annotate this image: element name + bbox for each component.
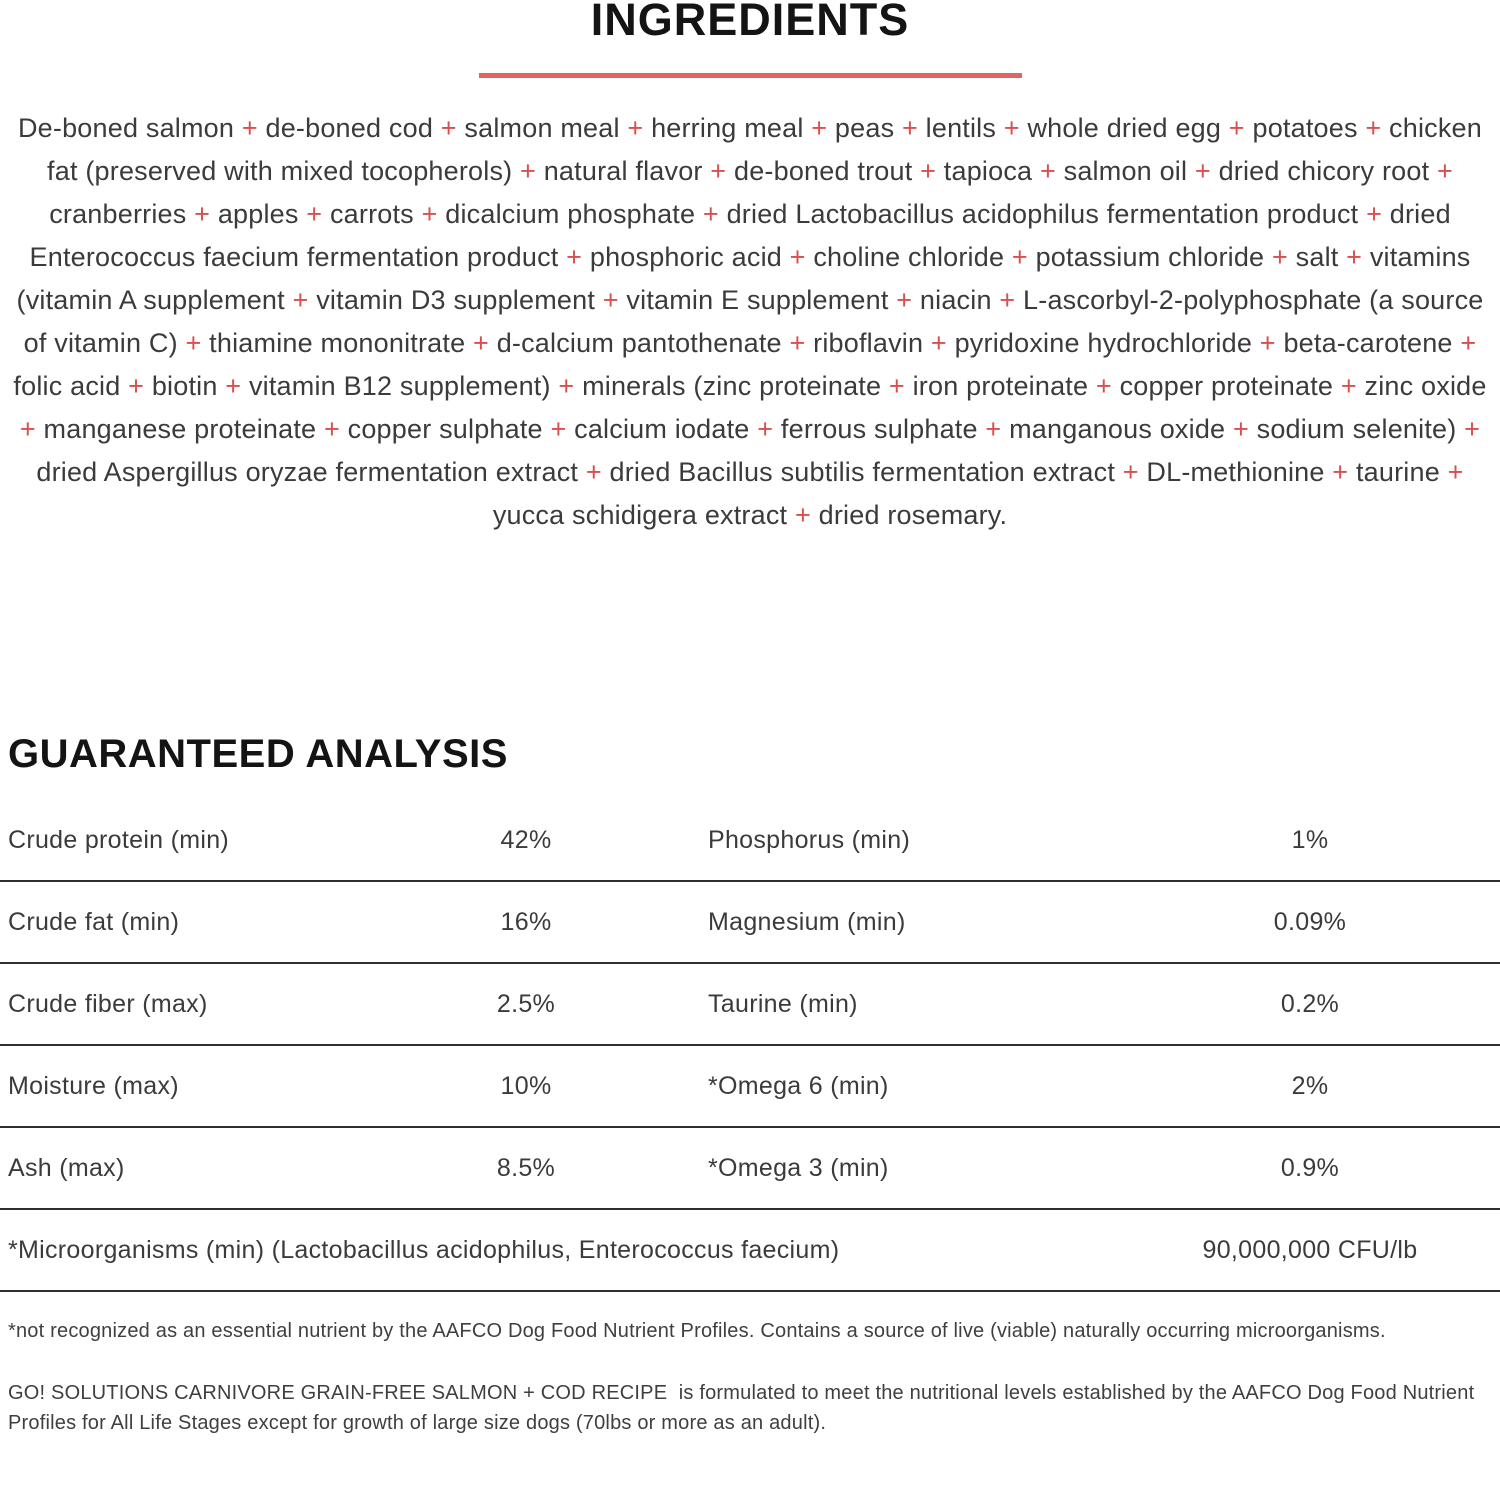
ingredient-item: tapioca [943, 156, 1033, 186]
ingredient-item: salmon meal [464, 113, 620, 143]
nutrient-label: *Microorganisms (min) (Lactobacillus acidophilus, Enterococcus faecium) [8, 1235, 840, 1264]
analysis-row [0, 800, 1500, 882]
ingredient-item: de-boned cod [265, 113, 434, 143]
ingredient-item: chicken fat (preserved with mixed tocopherols) [47, 113, 1482, 186]
ingredient-item: iron proteinate [912, 371, 1089, 401]
ingredient-item: potassium chloride [1035, 242, 1265, 272]
ingredient-item: beta-carotene [1283, 328, 1453, 358]
ingredient-item: potatoes [1252, 113, 1358, 143]
plus-separator-icon: + [1324, 457, 1356, 487]
ingredient-item: apples [217, 199, 299, 229]
footnote-formulation: GO! SOLUTIONS CARNIVORE GRAIN-FREE SALMON + COD RECIPE is formulated to meet the nutritional levels established by the AAFCO Dog Food Nutrient Profiles for All Life Stages except for growth of large size dogs (70lbs or more as an adult). [8, 1382, 1481, 1434]
plus-separator-icon: + [977, 414, 1010, 444]
ingredient-item: dried chicory root [1218, 156, 1430, 186]
nutrient-value: 0.9% [1280, 1153, 1340, 1182]
ingredient-item: DL-methionine [1146, 457, 1325, 487]
analysis-row [0, 1046, 1500, 1128]
nutrient-label: Moisture (max) [8, 1071, 179, 1100]
plus-separator-icon: + [1357, 113, 1390, 143]
ingredient-item: taurine [1355, 457, 1440, 487]
ingredient-item: riboflavin [813, 328, 924, 358]
plus-separator-icon: + [120, 371, 152, 401]
plus-separator-icon: + [803, 113, 835, 143]
ingredient-item: L-ascorbyl-2-polyphosphate (a source of vitamin C) [23, 285, 1484, 358]
nutrient-label: Crude fiber (max) [8, 989, 208, 1018]
analysis-row [0, 964, 1500, 1046]
ingredient-item: minerals (zinc proteinate [582, 371, 882, 401]
plus-separator-icon: + [1338, 242, 1370, 272]
nutrient-label: Phosphorus (min) [708, 825, 911, 854]
plus-separator-icon: + [888, 285, 920, 315]
plus-separator-icon: + [912, 156, 944, 186]
ingredient-item: niacin [919, 285, 992, 315]
ingredient-item: cranberries [49, 199, 187, 229]
plus-separator-icon: + [996, 113, 1028, 143]
analysis-row [0, 882, 1500, 964]
ingredient-item: d-calcium pantothenate [496, 328, 782, 358]
nutrient-label: Magnesium (min) [708, 907, 906, 936]
ingredient-item: vitamin B12 supplement) [248, 371, 551, 401]
nutrient-label: *Omega 3 (min) [708, 1153, 889, 1182]
ingredient-item: dicalcium phosphate [445, 199, 696, 229]
plus-separator-icon: + [1187, 156, 1219, 186]
plus-separator-icon: + [316, 414, 348, 444]
plus-separator-icon: + [1452, 328, 1477, 358]
plus-separator-icon: + [578, 457, 610, 487]
plus-separator-icon: + [1115, 457, 1147, 487]
ingredient-item: carrots [329, 199, 414, 229]
nutrient-value: 0.09% [1273, 907, 1347, 936]
ingredient-item: zinc oxide [1364, 371, 1487, 401]
nutrient-label: Crude fat (min) [8, 907, 180, 936]
plus-separator-icon: + [1439, 457, 1464, 487]
nutrient-value: 2.5% [496, 989, 556, 1018]
plus-separator-icon: + [702, 156, 734, 186]
analysis-row-microorganisms [0, 1210, 1500, 1292]
ingredient-item: dried rosemary [818, 500, 1000, 530]
ingredient-item: phosphoric acid [589, 242, 782, 272]
plus-separator-icon: + [558, 242, 590, 272]
ingredient-item: lentils [925, 113, 997, 143]
plus-separator-icon: + [619, 113, 652, 143]
ingredient-item: dried Bacillus subtilis fermentation extract [609, 457, 1116, 487]
ingredient-item: sodium selenite) [1256, 414, 1457, 444]
plus-separator-icon: + [550, 371, 583, 401]
plus-separator-icon: + [465, 328, 497, 358]
plus-separator-icon: + [512, 156, 544, 186]
nutrient-label: Crude protein (min) [8, 825, 230, 854]
ingredient-item: vitamin D3 supplement [316, 285, 596, 315]
plus-separator-icon: + [1358, 199, 1390, 229]
ingredient-item: vitamin E supplement [626, 285, 889, 315]
plus-separator-icon: + [781, 242, 814, 272]
plus-separator-icon: + [1088, 371, 1120, 401]
nutrient-label: *Omega 6 (min) [708, 1071, 889, 1100]
ingredient-item: dried Lactobacillus acidophilus fermentation product [726, 199, 1359, 229]
ingredients-title: INGREDIENTS [590, 0, 910, 45]
ingredient-item: pyridoxine hydrochloride [954, 328, 1253, 358]
plus-separator-icon: + [413, 199, 446, 229]
plus-separator-icon: + [542, 414, 575, 444]
nutrient-value: 2% [1291, 1071, 1329, 1100]
ingredient-item: calcium iodate [574, 414, 750, 444]
plus-separator-icon: + [1004, 242, 1036, 272]
plus-separator-icon: + [234, 113, 266, 143]
ingredient-item: de-boned trout [733, 156, 913, 186]
ingredient-item: salmon oil [1063, 156, 1188, 186]
nutrient-label: Ash (max) [8, 1153, 125, 1182]
ingredient-item: salt [1295, 242, 1339, 272]
plus-separator-icon: + [433, 113, 465, 143]
plus-separator-icon: + [781, 328, 814, 358]
ingredient-item: peas [834, 113, 895, 143]
plus-separator-icon: + [177, 328, 210, 358]
ingredients-paragraph [0, 107, 1500, 537]
ingredient-item: thiamine mononitrate [209, 328, 466, 358]
nutrient-value: 8.5% [496, 1153, 556, 1182]
nutrient-value: 16% [500, 907, 552, 936]
guaranteed-analysis-title: GUARANTEED ANALYSIS [8, 732, 508, 776]
plus-separator-icon: + [1264, 242, 1296, 272]
ingredient-item: dried Aspergillus oryzae fermentation extract [36, 457, 579, 487]
plus-separator-icon: + [1032, 156, 1064, 186]
ingredient-item: choline chloride [813, 242, 1005, 272]
ingredient-item: copper proteinate [1119, 371, 1334, 401]
ingredients-terminal: . [999, 500, 1008, 530]
ingredient-item: manganous oxide [1009, 414, 1226, 444]
plus-separator-icon: + [923, 328, 955, 358]
plus-separator-icon: + [1225, 414, 1257, 444]
ingredient-item: yucca schidigera extract [492, 500, 788, 530]
nutrient-value: 1% [1291, 825, 1329, 854]
plus-separator-icon: + [1429, 156, 1453, 186]
plus-separator-icon: + [186, 199, 218, 229]
ingredient-item: manganese proteinate [43, 414, 317, 444]
ingredient-item: vitamins (vitamin A supplement [16, 242, 1471, 315]
plus-separator-icon: + [749, 414, 781, 444]
plus-separator-icon: + [1333, 371, 1365, 401]
plus-separator-icon: + [1252, 328, 1284, 358]
ingredient-item: copper sulphate [347, 414, 543, 444]
plus-separator-icon: + [894, 113, 926, 143]
plus-separator-icon: + [1456, 414, 1481, 444]
ingredient-item: whole dried egg [1027, 113, 1222, 143]
ingredient-item: natural flavor [543, 156, 703, 186]
plus-separator-icon: + [881, 371, 913, 401]
plus-separator-icon: + [595, 285, 627, 315]
plus-separator-icon: + [298, 199, 330, 229]
guaranteed-analysis-table [0, 800, 1500, 1292]
plus-separator-icon: + [217, 371, 249, 401]
nutrient-value: 0.2% [1280, 989, 1340, 1018]
plus-separator-icon: + [19, 414, 44, 444]
footnote-aafco-nutrient: *not recognized as an essential nutrient by the AAFCO Dog Food Nutrient Profiles. Contains a source of live (viable) naturally occurring microorganisms. [8, 1320, 1386, 1342]
ingredient-item: dried Enterococcus faecium fermentation product [29, 199, 1451, 272]
nutrient-value: 90,000,000 CFU/lb [1202, 1235, 1418, 1264]
plus-separator-icon: + [695, 199, 727, 229]
ingredient-item: De-boned salmon [17, 113, 235, 143]
plus-separator-icon: + [1221, 113, 1253, 143]
ingredient-item: ferrous sulphate [780, 414, 978, 444]
ingredient-item: folic acid [13, 371, 121, 401]
ingredient-item: biotin [151, 371, 218, 401]
analysis-row [0, 1128, 1500, 1210]
plus-separator-icon: + [991, 285, 1024, 315]
plus-separator-icon: + [284, 285, 317, 315]
nutrient-value: 42% [500, 825, 552, 854]
ingredient-item: herring meal [651, 113, 804, 143]
title-underline-rule [479, 73, 1022, 78]
plus-separator-icon: + [787, 500, 819, 530]
nutrient-value: 10% [500, 1071, 552, 1100]
nutrient-label: Taurine (min) [708, 989, 858, 1018]
